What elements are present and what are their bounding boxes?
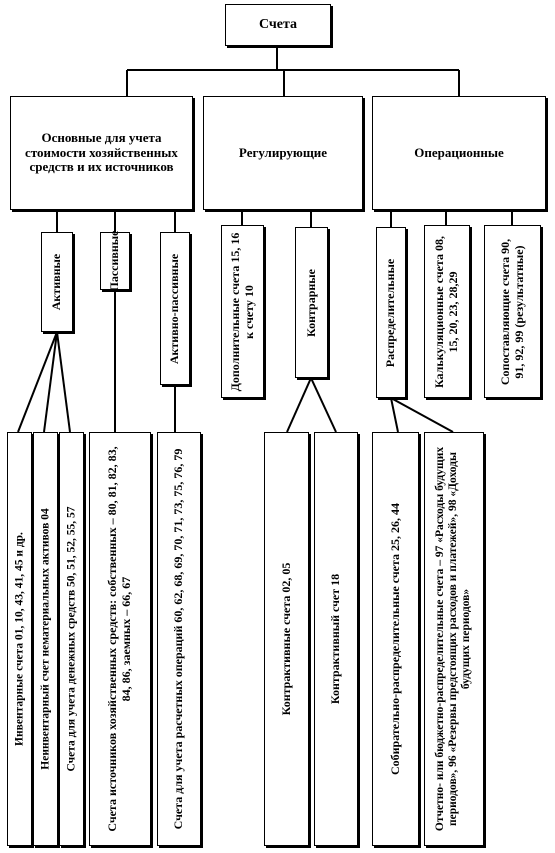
subgroup-additional: [221, 225, 264, 398]
subgroup-active-passive: [160, 232, 190, 385]
leaf-contra-02-05-label: Контрактивные счета 02, 05: [278, 562, 293, 716]
leaf-reporting-distributive-label: Отчетно- или бюджетно-распределительные счета – 97 «Расходы будущих периодов», 96 «Резервы предстоящих расходов и платежей», 98 «Доходы будущих периодов»: [434, 446, 473, 832]
leaf-contra-18-label: Контрактивный счет 18: [328, 573, 343, 705]
subgroup-calculation: [424, 225, 470, 398]
leaf-noninventory: [33, 432, 58, 846]
subgroup-passive: [100, 232, 130, 290]
root-node: [225, 4, 331, 46]
leaf-collective-distributive-label: Собирательно-распределительные счета 25, 26, 44: [387, 502, 402, 776]
leaf-contra-02-05: [264, 432, 309, 846]
leaf-inventory-label: Инвентарные счета 01, 10, 43, 41, 45 и др.: [12, 532, 25, 746]
category-regulating-label: Регулирующие: [238, 144, 328, 160]
subgroup-passive-label: Пассивные: [107, 230, 122, 292]
leaf-cash: [59, 432, 84, 846]
leaf-cash-label: Счета для учета денежных средств 50, 51, 52, 55, 57: [64, 506, 77, 772]
subgroup-comparative-label: Сопоставляющие счета 90, 91, 92, 99 (результатные): [497, 238, 526, 385]
leaf-contra-18: [314, 432, 358, 846]
subgroup-comparative: [484, 225, 541, 398]
leaf-noninventory-label: Неинвентарный счет нематериальных активов 04: [38, 508, 51, 770]
root-label: Счета: [258, 17, 298, 33]
category-operational-label: Операционные: [414, 144, 504, 160]
leaf-collective-distributive: [372, 432, 419, 846]
category-operational: [372, 96, 546, 210]
subgroup-contra: [295, 227, 328, 378]
category-regulating: [203, 96, 363, 210]
leaf-settlements: [157, 432, 201, 846]
subgroup-active-passive-label: Активно-пассивные: [167, 253, 182, 364]
leaf-reporting-distributive: [424, 432, 484, 846]
subgroup-contra-label: Контрарные: [303, 268, 318, 337]
subgroup-distributive: [376, 227, 406, 398]
leaf-sources: [89, 432, 151, 846]
category-basic-label: Основные для учета стоимости хозяйственных средств и их источников: [25, 130, 178, 175]
leaf-settlements-label: Счета для учета расчетных операций 60, 62, 68, 69, 70, 71, 73, 75, 76, 79: [171, 448, 186, 830]
subgroup-distributive-label: Распределительные: [383, 258, 398, 367]
category-basic: [10, 96, 193, 210]
subgroup-active: [41, 232, 73, 332]
subgroup-active-label: Активные: [49, 253, 64, 311]
leaf-inventory: [7, 432, 32, 846]
leaf-sources-label: Счета источников хозяйственных средств: собственных – 80, 81, 82, 83, 84, 86, заемных – 66, 67: [105, 446, 133, 832]
subgroup-additional-label: Дополнительные счета 15, 16 к счету 10: [227, 232, 256, 391]
subgroup-calculation-label: Калькуляционные счета 08, 15, 20, 23, 28,29: [432, 235, 460, 388]
